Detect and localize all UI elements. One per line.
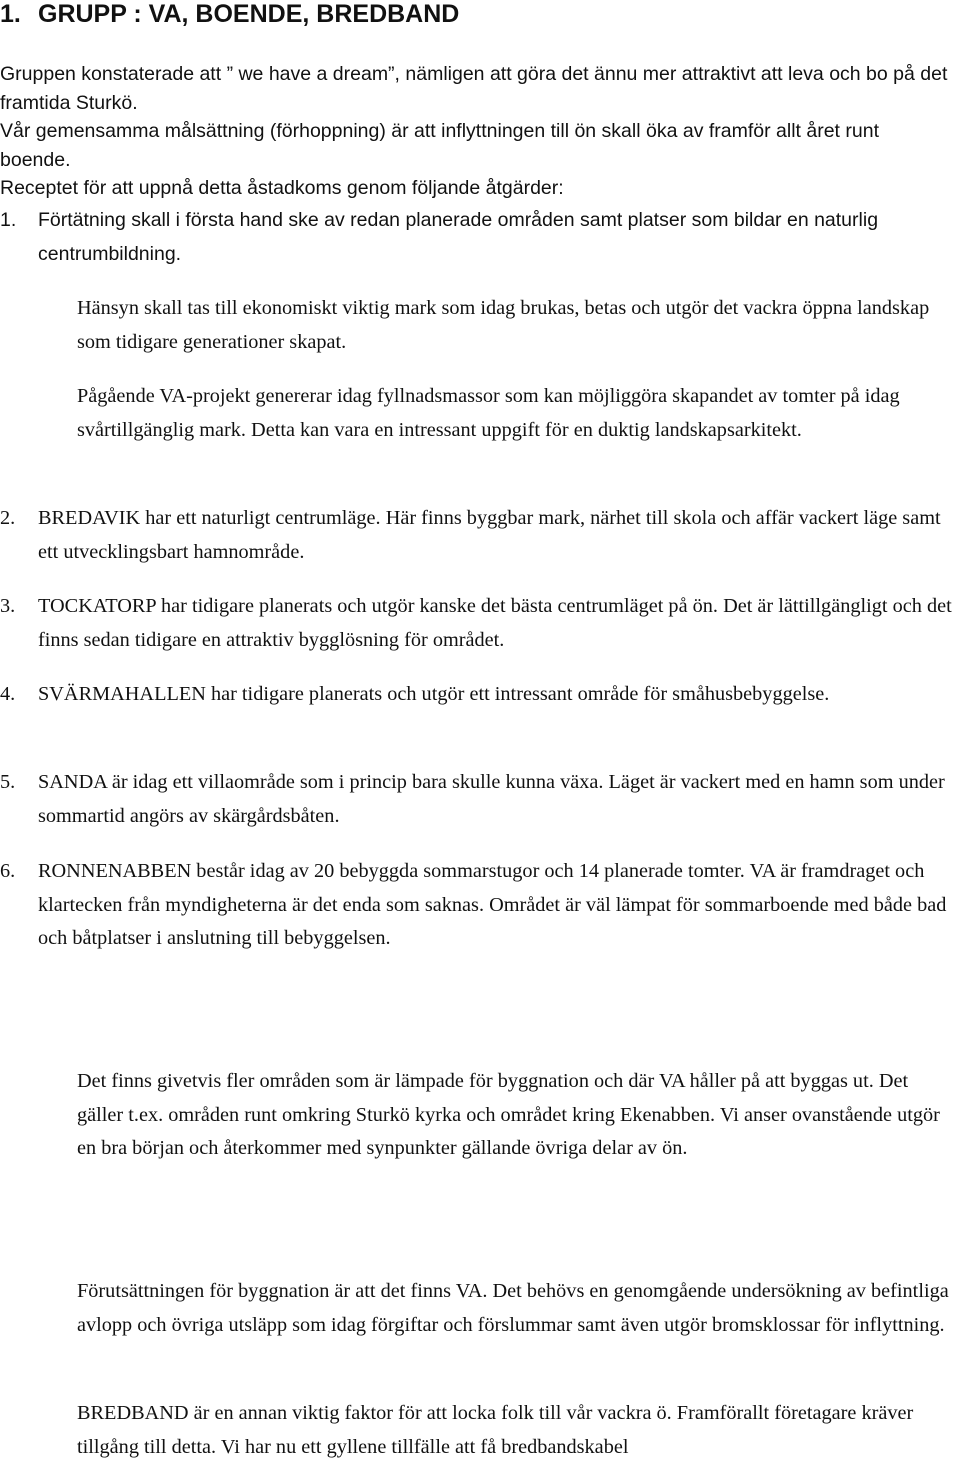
item1-paragraph-landscape: Hänsyn skall tas till ekonomiskt viktig mark som idag brukas, betas och utgör det vackra öppna landskap som tidigare generationer skapat. [77,297,930,353]
list-item-text: BREDAVIK har ett naturligt centrumläge. Här finns byggbar mark, närhet till skola och affär vackert läge samt ett utvecklingsbart hamnområde. [38,507,941,563]
list-item-number: 3. [0,595,16,617]
list-item-2 [0,502,958,569]
list-item-number: 4. [0,683,16,705]
list-item-number: 6. [0,860,16,882]
closing-paragraph-va: Förutsättningen för byggnation är att det finns VA. Det behövs en genomgående undersökning av befintliga avlopp och övriga utsläpp som idag förgiftar och förslummar samt även utgör bromsklossar för inflyttning. [77,1280,949,1336]
list-item-text: Förtätning skall i första hand ske av redan planerade områden samt platser som bildar en naturlig centrumbildning. [38,209,879,265]
item1-paragraph-va-project: Pågående VA-projekt genererar idag fyllnadsmassor som kan möjliggöra skapandet av tomter på idag svårtillgänglig mark. Detta kan vara en intressant uppgift för en duktig landskapsarkitekt. [77,385,900,441]
intro-paragraph: Vår gemensamma målsättning (förhoppning) är att inflyttningen till ön skall öka av framför allt året runt boende. [0,120,879,171]
list-item-1 [0,204,958,271]
closing-paragraph-broadband: BREDBAND är en annan viktig faktor för att locka folk till vår vackra ö. Framförallt företagare kräver tillgång till detta. Vi har nu ett gyllene tillfälle att få bredbandskabel [77,1402,914,1458]
list-item-5 [0,766,958,833]
list-item-number: 1. [0,209,17,231]
list-item-6 [0,855,958,956]
heading-number: 1. [0,0,21,28]
intro-section [0,60,950,203]
list-item-number: 2. [0,507,16,529]
list-item-text: SANDA är idag ett villaområde som i princip bara skulle kunna växa. Läget är vackert med en hamn som under sommartid angörs av skärgårdsbåten. [38,771,945,827]
intro-paragraph: Gruppen konstaterade att ” we have a dream”, nämligen att göra det ännu mer attraktivt att leva och bo på det framtida Sturkö. [0,63,948,114]
list-item-4 [0,678,958,712]
page-heading [0,0,459,29]
heading-title: GRUPP : VA, BOENDE, BREDBAND [38,0,460,28]
closing-paragraph-areas: Det finns givetvis fler områden som är lämpade för byggnation och där VA håller på att byggas ut. Det gäller t.ex. områden runt omkring Sturkö kyrka och området kring Ekenabben. Vi anser ovanstående utgör en bra början och återkommer med synpunkter gällande övriga delar av ön. [77,1070,940,1159]
list-item-number: 5. [0,771,16,793]
intro-paragraph: Receptet för att uppnå detta åstadkoms genom följande åtgärder: [0,177,564,199]
list-item-text: TOCKATORP har tidigare planerats och utgör kanske det bästa centrumläget på ön. Det är lättillgängligt och det finns sedan tidigare en attraktiv bygglösning för området. [38,595,952,651]
list-item-text: SVÄRMAHALLEN har tidigare planerats och utgör ett intressant område för småhusbebyggelse. [38,683,830,705]
list-item-3 [0,590,958,657]
list-item-text: RONNENABBEN består idag av 20 bebyggda sommarstugor och 14 planerade tomter. VA är framdraget och klartecken från myndigheterna är det enda som saknas. Området är väl lämpat för sommarboende med både bad och båtplatser i anslutning till bebyggelsen. [38,860,947,949]
